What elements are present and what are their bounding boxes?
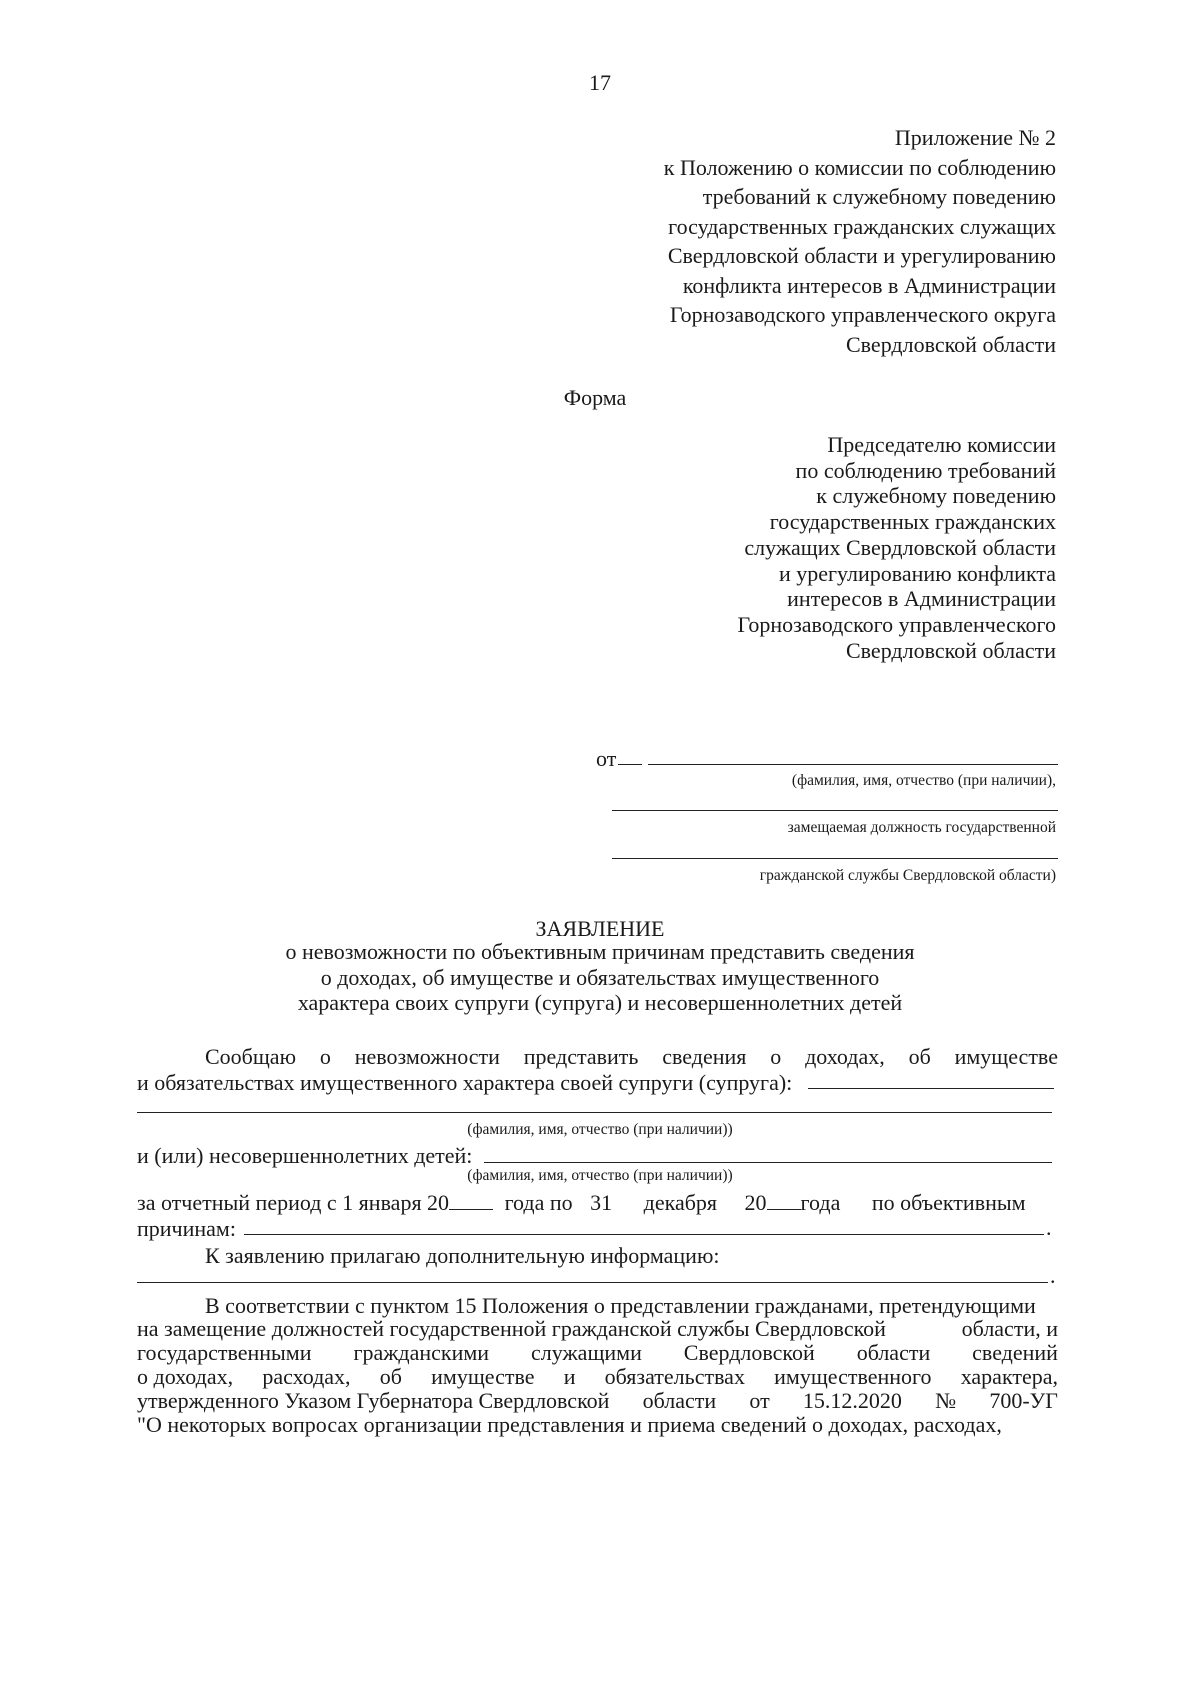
form-label: Форма xyxy=(563,385,627,410)
appendix-line: к Положению о комиссии по соблюдению xyxy=(663,154,1056,180)
caption-fio-children: (фамилия, имя, отчество (при наличии)) xyxy=(467,1167,733,1184)
body-line-2: и обязательствах имущественного характера своей супруги (супруга): xyxy=(137,1070,793,1095)
from-caption-fio: (фамилия, имя, отчество (при наличии), xyxy=(791,772,1056,789)
appendix-line: Приложение № 2 xyxy=(894,125,1056,150)
appendix-line: Свердловской области и урегулированию xyxy=(667,243,1056,268)
addressee-block xyxy=(600,432,1056,663)
spouse-input-line-2[interactable] xyxy=(137,1112,1052,1113)
year-start-input[interactable] xyxy=(449,1189,493,1210)
period-line: за отчетный период с 1 января 20 года по 31 декабря 20 года по объективным xyxy=(137,1190,1026,1215)
children-input-line[interactable] xyxy=(484,1162,1052,1163)
from-fio-line[interactable] xyxy=(648,764,1058,765)
from-service-line[interactable] xyxy=(612,858,1058,859)
appendix-line: государственных гражданских служащих xyxy=(668,213,1056,239)
addressee-line: государственных гражданских xyxy=(769,509,1056,535)
footer-line-2: на замещение должностей государственной гражданской службы Свердловской области, и xyxy=(137,1316,1058,1341)
from-label: от xyxy=(596,746,617,771)
caption-fio-spouse: (фамилия, имя, отчество (при наличии)) xyxy=(467,1121,733,1138)
subtitle-line: о доходах, об имуществе и обязательствах имущественного xyxy=(320,964,880,990)
footer-line-1: В соответствии с пунктом 15 Положения о представлении гражданами, претендующими xyxy=(205,1293,1036,1318)
reasons-input-line[interactable] xyxy=(244,1234,1044,1235)
from-short-line[interactable] xyxy=(618,764,642,765)
footer-line-6: "О некоторых вопросах организации представления и приема сведений о доходах, расходах, xyxy=(137,1412,1002,1437)
children-label: и (или) несовершеннолетних детей: xyxy=(137,1143,473,1168)
body-line-1: Сообщаю о невозможности представить сведения о доходах, об имуществе xyxy=(205,1044,1058,1069)
addressee-line: и урегулированию конфликта xyxy=(778,560,1056,586)
addressee-line: служащих Свердловской области xyxy=(744,534,1056,560)
appendix-line: Горнозаводского управленческого округа xyxy=(669,302,1056,327)
footer-line-3: государственными гражданскими служащими Свердловской области сведений xyxy=(137,1340,1058,1365)
appendix-block xyxy=(560,123,1056,359)
subtitle-line: о невозможности по объективным причинам представить сведения xyxy=(285,939,915,964)
reasons-period: . xyxy=(1046,1215,1052,1240)
addressee-line: к служебному поведению xyxy=(816,483,1056,509)
appendix-line: конфликта интересов в Администрации xyxy=(682,272,1056,298)
footer-line-4: о доходах, расходах, об имуществе и обязательствах имущественного характера, xyxy=(137,1364,1058,1389)
addressee-line: Горнозаводского управленческого xyxy=(737,611,1056,637)
document-title: ЗАЯВЛЕНИЕ xyxy=(535,916,665,941)
attach-label: К заявлению прилагаю дополнительную информацию: xyxy=(205,1243,720,1268)
addressee-line: Председателю комиссии xyxy=(827,432,1056,457)
from-caption-service: гражданской службы Свердловской области) xyxy=(759,867,1056,884)
appendix-line: требований к служебному поведению xyxy=(702,184,1056,209)
attach-input-line[interactable] xyxy=(137,1282,1048,1283)
addressee-line: Свердловской области xyxy=(846,637,1056,663)
addressee-line: интересов в Администрации xyxy=(787,586,1056,612)
attach-period: . xyxy=(1050,1263,1056,1288)
reasons-label: причинам: xyxy=(137,1216,236,1241)
subtitle-line: характера своих супруги (супруга) и несовершеннолетних детей xyxy=(297,990,903,1015)
footer-line-5: утвержденного Указом Губернатора Свердловской области от 15.12.2020 № 700-УГ xyxy=(137,1388,1058,1413)
year-end-input[interactable] xyxy=(767,1189,801,1210)
from-caption-position: замещаемая должность государственной xyxy=(787,819,1056,836)
from-position-line[interactable] xyxy=(612,810,1058,811)
addressee-line: по соблюдению требований xyxy=(795,457,1056,483)
spouse-input-line[interactable] xyxy=(808,1088,1054,1089)
document-subtitle xyxy=(200,939,1000,1016)
page-number: 17 xyxy=(589,70,611,95)
appendix-line: Свердловской области xyxy=(846,331,1056,357)
